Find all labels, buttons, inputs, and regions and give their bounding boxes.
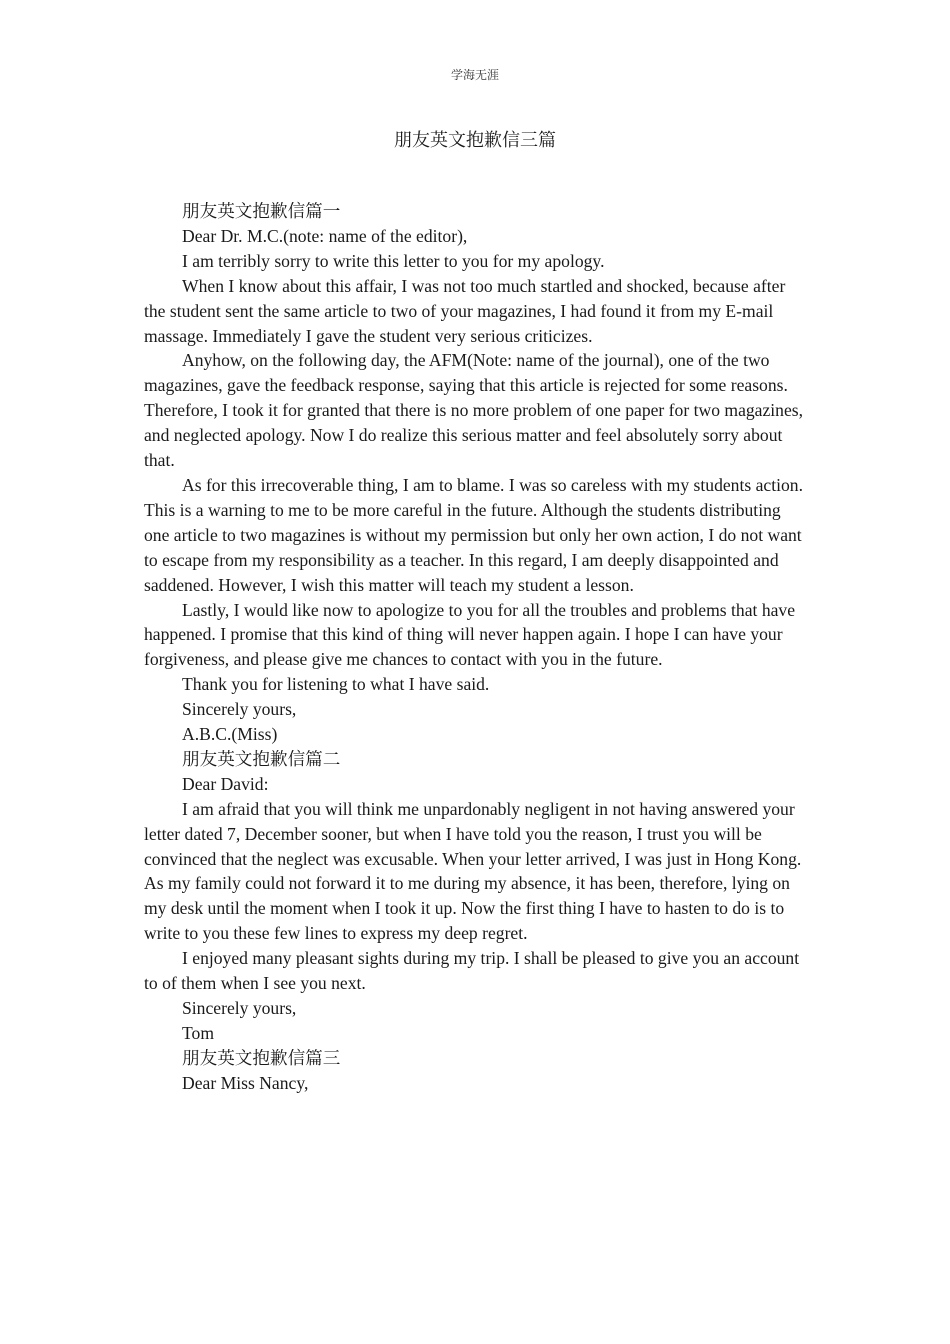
section-heading-2: 朋友英文抱歉信篇二	[182, 748, 341, 769]
section-heading-3: 朋友英文抱歉信篇三	[182, 1047, 341, 1068]
page-header: 学海无涯	[450, 68, 499, 82]
document-title: 朋友英文抱歉信三篇	[394, 130, 556, 150]
paragraph: I am terribly sorry to write this letter to you for my apology.	[182, 250, 605, 271]
paragraph: I enjoyed many pleasant sights during my trip. I shall be pleased to give you an account to of them when I see you next.	[144, 948, 800, 994]
paragraph: Lastly, I would like now to apologize to you for all the troubles and problems that have happened. I promise that this kind of thing will never happen again. I hope I can have your forgiveness, and please give me chances to contact with you in the future.	[144, 599, 796, 670]
paragraph: When I know about this affair, I was not too much startled and shocked, because after the student sent the same article to two of your magazines, I had found it from my E-mail massage. Immediately I gave the student very serious criticizes.	[144, 275, 786, 346]
paragraph: Thank you for listening to what I have said.	[182, 674, 490, 695]
salutation-2: Dear David:	[182, 773, 269, 794]
signature-1: A.B.C.(Miss)	[182, 724, 278, 745]
salutation-1: Dear Dr. M.C.(note: name of the editor),	[182, 225, 468, 246]
paragraph: Anyhow, on the following day, the AFM(Note: name of the journal), one of the two magazines, gave the feedback response, saying that this article is rejected for some reasons. Therefore, I took it for granted that there is no more problem of one paper for two magazines, and neglected apology. Now I do realize this serious matter and feel absolutely sorry about that.	[144, 350, 804, 471]
closing-2: Sincerely yours,	[182, 998, 297, 1018]
paragraph: As for this irrecoverable thing, I am to blame. I was so careless with my students action. This is a warning to me to be more careful in the future. Although the students distributing one article to two magazines is without my permission but only her own action, I do not want to escape from my responsibility as a teacher. In this regard, I am deeply disappointed and saddened. However, I wish this matter will teach my student a lesson.	[144, 474, 803, 595]
closing-1: Sincerely yours,	[182, 699, 297, 720]
signature-2: Tom	[182, 1022, 214, 1043]
paragraph: I am afraid that you will think me unpardonably negligent in not having answered your letter dated 7, December sooner, but when I have told you the reason, I trust you will be convinced that the neglect was excusable. When your letter arrived, I was just in Hong Kong. As my family could not forward it to me during my absence, it has been, therefore, lying on my desk until the moment when I took it up. Now the first thing I have to hasten to do is to write to you these few lines to express my deep regret.	[144, 798, 802, 944]
document-body	[144, 199, 806, 1096]
salutation-3: Dear Miss Nancy,	[182, 1072, 309, 1093]
section-heading-1: 朋友英文抱歉信篇一	[182, 201, 341, 221]
